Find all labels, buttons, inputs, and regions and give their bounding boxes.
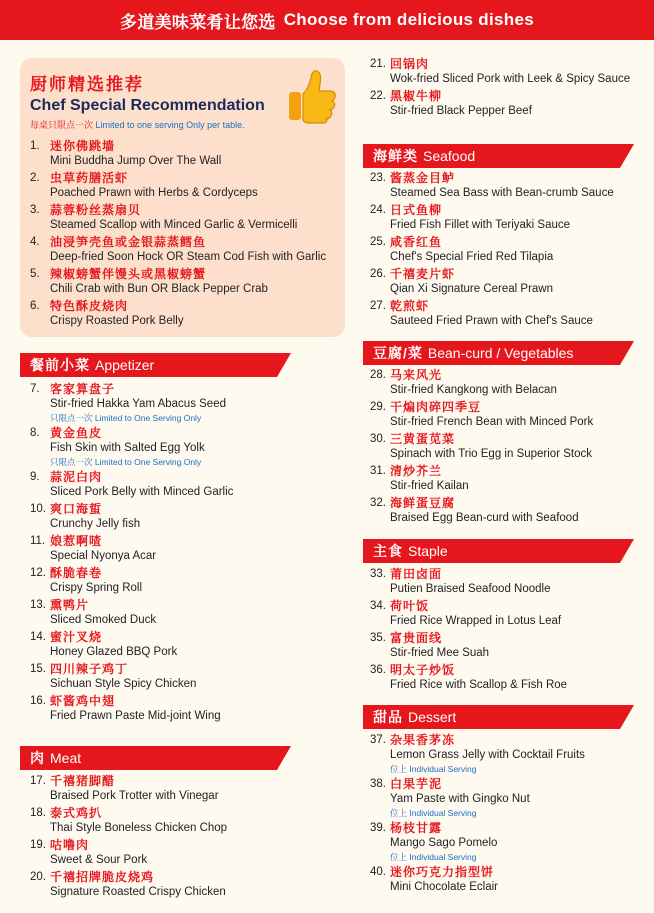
menu-item-number: 30. <box>370 433 386 445</box>
chef-special-box <box>20 58 345 337</box>
menu-item <box>370 57 650 87</box>
menu-item-body <box>390 865 498 895</box>
menu-item <box>370 599 652 629</box>
banner-title-en: Choose from delicious dishes <box>283 10 534 29</box>
menu-item-name-cn: 马来风光 <box>390 368 443 382</box>
menu-item-body <box>390 171 614 201</box>
menu-item-name-cn: 杨枝甘露 <box>390 821 443 835</box>
menu-item-name-en: Steamed Scallop with Minced Garlic & Vermicelli <box>50 219 298 231</box>
menu-item <box>30 171 335 201</box>
menu-item <box>30 838 350 868</box>
menu-item-name-en: Honey Glazed BBQ Pork <box>50 646 178 658</box>
menu-item-name-cn: 千禧麦片虾 <box>390 267 456 281</box>
menu-item-body <box>390 567 550 597</box>
meat-continued-list <box>370 57 650 121</box>
section-beancurd-en: Bean-curd / Vegetables <box>427 345 574 361</box>
menu-item-name-cn: 莆田卤面 <box>390 567 443 581</box>
menu-item-name-en: Chef's Special Fried Red Tilapia <box>390 251 554 263</box>
menu-item-name-cn: 辣椒螃蟹伴馒头或黑椒螃蟹 <box>50 267 207 281</box>
section-meat-en: Meat <box>50 750 82 766</box>
menu-item-name-en: Fried Rice with Scallop & Fish Roe <box>390 679 568 691</box>
menu-item-name-en: Crispy Roasted Pork Belly <box>50 315 184 327</box>
menu-item <box>30 502 350 532</box>
menu-item-name-en: Spinach with Trio Egg in Superior Stock <box>390 448 592 460</box>
menu-item-body <box>390 599 561 629</box>
menu-item-name-cn: 白果芋泥 <box>390 777 443 791</box>
menu-item-body <box>50 774 219 804</box>
menu-item-body <box>50 870 226 900</box>
menu-item <box>30 139 335 169</box>
menu-item-name-en: Sichuan Style Spicy Chicken <box>50 678 197 690</box>
menu-item <box>370 496 652 526</box>
menu-item-body <box>50 267 268 297</box>
menu-item-number: 36. <box>370 664 386 676</box>
menu-item-name-cn: 杂果香茅冻 <box>390 733 456 747</box>
menu-item-number: 2. <box>30 172 40 184</box>
menu-item-number: 3. <box>30 204 40 216</box>
dessert-list <box>370 733 652 897</box>
thumbs-up-icon <box>285 64 337 124</box>
menu-item-number: 14. <box>30 631 46 643</box>
menu-item-number: 4. <box>30 236 40 248</box>
menu-item-body <box>390 464 469 494</box>
menu-item-number: 24. <box>370 204 386 216</box>
menu-item-number: 27. <box>370 300 386 312</box>
menu-item-body <box>390 400 593 430</box>
menu-item <box>370 464 652 494</box>
menu-item-body <box>50 382 226 424</box>
menu-item-name-cn: 爽口海蜇 <box>50 502 103 516</box>
menu-item-name-en: Thai Style Boneless Chicken Chop <box>50 822 228 834</box>
menu-item-body <box>50 838 147 868</box>
menu-item-name-en: Fried Fish Fillet with Teriyaki Sauce <box>390 219 571 231</box>
menu-item-note <box>50 412 226 424</box>
menu-item-name-cn: 海鲜蛋豆腐 <box>390 496 456 510</box>
menu-item-number: 23. <box>370 172 386 184</box>
chef-title-en: Chef Special Recommendation <box>30 97 265 114</box>
menu-item-body <box>390 821 497 863</box>
menu-item-body <box>390 733 585 775</box>
menu-item-number: 25. <box>370 236 386 248</box>
section-staple-cn: 主食 <box>373 543 403 559</box>
menu-item-number: 32. <box>370 497 386 509</box>
menu-item-body <box>390 663 567 693</box>
menu-item-body <box>50 566 142 596</box>
menu-item <box>30 566 350 596</box>
menu-item-body <box>50 426 205 468</box>
section-appetizer-cn: 餐前小菜 <box>30 357 90 373</box>
menu-item <box>370 432 652 462</box>
menu-item-number: 5. <box>30 268 40 280</box>
section-meat-cn: 肉 <box>30 750 45 766</box>
menu-item-note-cn: 位上 <box>390 764 408 774</box>
menu-item-number: 22. <box>370 90 386 102</box>
menu-item-name-cn: 迷你佛跳墙 <box>50 139 116 153</box>
menu-item-number: 39. <box>370 822 386 834</box>
menu-item-name-en: Deep-fried Soon Hock OR Steam Cod Fish with Garlic <box>50 251 327 263</box>
section-dessert-header <box>363 705 620 729</box>
menu-item-number: 31. <box>370 465 386 477</box>
menu-item-name-cn: 蒜泥白肉 <box>50 470 103 484</box>
menu-item <box>30 267 335 297</box>
menu-item-number: 19. <box>30 839 46 851</box>
menu-item-body <box>390 57 630 87</box>
menu-item-note-cn: 只限点一次 <box>50 413 93 423</box>
menu-item <box>30 870 350 900</box>
menu-item <box>30 630 350 660</box>
seafood-list <box>370 171 652 331</box>
menu-item-note-en: Individual Serving <box>409 808 477 818</box>
menu-item-body <box>50 534 156 564</box>
menu-item-name-en: Mango Sago Pomelo <box>390 837 498 849</box>
chef-title-cn: 厨师精选推荐 <box>30 75 144 94</box>
menu-item-number: 6. <box>30 300 40 312</box>
menu-item-name-en: Stir-fried Kailan <box>390 480 469 492</box>
menu-item-number: 37. <box>370 734 386 746</box>
menu-item-name-cn: 特色酥皮烧肉 <box>50 299 129 313</box>
menu-item <box>370 171 652 201</box>
menu-item-number: 15. <box>30 663 46 675</box>
menu-item-name-cn: 客家算盘子 <box>50 382 116 396</box>
menu-item-name-cn: 酥脆春卷 <box>50 566 103 580</box>
menu-item-body <box>50 139 221 169</box>
menu-item-body <box>50 235 326 265</box>
menu-item-name-en: Steamed Sea Bass with Bean-crumb Sauce <box>390 187 614 199</box>
menu-item-name-en: Stir-fried Black Pepper Beef <box>390 105 532 117</box>
section-staple-header <box>363 539 620 563</box>
menu-item-note <box>50 456 205 468</box>
menu-item-name-en: Stir-fried Hakka Yam Abacus Seed <box>50 398 226 410</box>
chef-list <box>30 139 335 329</box>
menu-item-note-cn: 位上 <box>390 808 408 818</box>
menu-item-number: 21. <box>370 58 386 70</box>
menu-item <box>370 299 652 329</box>
menu-item-name-en: Sauteed Fried Prawn with Chef's Sauce <box>390 315 593 327</box>
menu-item-note <box>390 807 530 819</box>
menu-item-number: 17. <box>30 775 46 787</box>
menu-item-number: 29. <box>370 401 386 413</box>
menu-item-number: 16. <box>30 695 46 707</box>
menu-item-number: 8. <box>30 427 40 439</box>
menu-item-name-en: Stir-fried Kangkong with Belacan <box>390 384 557 396</box>
menu-item-name-en: Lemon Grass Jelly with Cocktail Fruits <box>390 749 585 761</box>
menu-item-name-en: Crispy Spring Roll <box>50 582 143 594</box>
menu-item-body <box>50 299 184 329</box>
menu-item-body <box>390 267 553 297</box>
menu-item <box>30 235 335 265</box>
menu-item <box>30 299 335 329</box>
menu-item-name-cn: 迷你巧克力指型饼 <box>390 865 495 879</box>
menu-item-name-cn: 虾酱鸡中翅 <box>50 694 116 708</box>
menu-item-name-cn: 干煸肉碎四季豆 <box>390 400 482 414</box>
menu-item-name-cn: 油浸笋壳鱼或金银蒜蒸鳕鱼 <box>50 235 207 249</box>
section-appetizer-header <box>20 353 277 377</box>
menu-item-name-en: Braised Pork Trotter with Vinegar <box>50 790 219 802</box>
menu-item <box>370 400 652 430</box>
menu-item-name-en: Poached Prawn with Herbs & Cordyceps <box>50 187 258 199</box>
menu-item-body <box>50 470 233 500</box>
menu-item <box>30 203 335 233</box>
appetizer-list <box>30 382 350 726</box>
top-banner <box>0 0 654 40</box>
menu-item-name-cn: 荷叶饭 <box>390 599 430 613</box>
menu-item-body <box>390 235 553 265</box>
menu-item-name-cn: 虫草药膳活虾 <box>50 171 129 185</box>
menu-item-name-cn: 熏鸭片 <box>50 598 90 612</box>
menu-item-name-cn: 泰式鸡扒 <box>50 806 103 820</box>
menu-item-number: 35. <box>370 632 386 644</box>
menu-item-name-en: Sliced Smoked Duck <box>50 614 157 626</box>
menu-item <box>30 774 350 804</box>
section-beancurd-cn: 豆腐/菜 <box>373 345 423 361</box>
menu-item-name-cn: 明太子炒饭 <box>390 663 456 677</box>
section-dessert-en: Dessert <box>408 709 457 725</box>
section-seafood-cn: 海鲜类 <box>373 148 418 164</box>
menu-item-name-en: Yam Paste with Gingko Nut <box>390 793 530 805</box>
menu-item-name-cn: 酱蒸金目鲈 <box>390 171 456 185</box>
menu-item-note-cn: 只限点一次 <box>50 457 93 467</box>
menu-item-body <box>390 496 579 526</box>
menu-item-body <box>50 171 258 201</box>
menu-item-body <box>50 203 297 233</box>
menu-item-number: 40. <box>370 866 386 878</box>
menu-item <box>370 567 652 597</box>
menu-item <box>370 663 652 693</box>
menu-item-number: 34. <box>370 600 386 612</box>
menu-item-name-cn: 回锅肉 <box>390 57 430 71</box>
menu-item-note-en: Limited to One Serving Only <box>94 457 202 467</box>
menu-item-name-en: Signature Roasted Crispy Chicken <box>50 886 226 898</box>
staple-list <box>370 567 652 695</box>
menu-item-name-cn: 清炒芥兰 <box>390 464 443 478</box>
section-seafood-header <box>363 144 620 168</box>
menu-item <box>370 821 652 863</box>
menu-item-note <box>390 763 585 775</box>
menu-item <box>370 267 652 297</box>
menu-item <box>30 382 350 424</box>
menu-item-name-cn: 四川辣子鸡丁 <box>50 662 129 676</box>
menu-item-number: 13. <box>30 599 46 611</box>
menu-item-note <box>390 851 497 863</box>
menu-item-name-cn: 蒜蓉粉丝蒸扇贝 <box>50 203 142 217</box>
menu-item-name-cn: 乾煎虾 <box>390 299 430 313</box>
menu-item <box>370 631 652 661</box>
menu-item-body <box>50 630 177 660</box>
menu-item-name-en: Braised Egg Bean-curd with Seafood <box>390 512 579 524</box>
menu-item-body <box>50 598 156 628</box>
section-meat-header <box>20 746 277 770</box>
menu-item-number: 10. <box>30 503 46 515</box>
menu-item-name-en: Special Nyonya Acar <box>50 550 157 562</box>
menu-item-name-cn: 千禧招牌脆皮烧鸡 <box>50 870 155 884</box>
menu-item-number: 38. <box>370 778 386 790</box>
menu-item-body <box>50 694 221 724</box>
menu-item-name-en: Putien Braised Seafood Noodle <box>390 583 551 595</box>
menu-item-body <box>390 432 592 462</box>
menu-item <box>370 777 652 819</box>
chef-note-en: Limited to one serving Only per table. <box>95 120 245 130</box>
menu-item-number: 9. <box>30 471 40 483</box>
banner-title-cn: 多道美味菜肴让您选 <box>120 12 276 32</box>
menu-item <box>370 89 650 119</box>
menu-item-number: 12. <box>30 567 46 579</box>
menu-item <box>370 368 652 398</box>
section-staple-en: Staple <box>408 543 448 559</box>
menu-item-number: 20. <box>30 871 46 883</box>
menu-item-name-cn: 黄金鱼皮 <box>50 426 103 440</box>
menu-item-note-cn: 位上 <box>390 852 408 862</box>
beancurd-list <box>370 368 652 528</box>
menu-item-number: 26. <box>370 268 386 280</box>
menu-item-name-cn: 日式鱼柳 <box>390 203 443 217</box>
menu-item-name-cn: 咕噜肉 <box>50 838 90 852</box>
menu-item-name-en: Fried Rice Wrapped in Lotus Leaf <box>390 615 562 627</box>
menu-item-name-en: Chili Crab with Bun OR Black Pepper Crab <box>50 283 268 295</box>
menu-item-note-en: Limited to One Serving Only <box>94 413 202 423</box>
menu-item-name-cn: 咸香红鱼 <box>390 235 443 249</box>
menu-item <box>30 598 350 628</box>
menu-item-name-en: Crunchy Jelly fish <box>50 518 141 530</box>
menu-item-name-en: Fried Prawn Paste Mid-joint Wing <box>50 710 221 722</box>
meat-list <box>30 774 350 902</box>
menu-item-number: 11. <box>30 535 46 547</box>
menu-item-name-en: Stir-fried French Bean with Minced Pork <box>390 416 594 428</box>
menu-item-number: 7. <box>30 383 40 395</box>
menu-item-name-en: Mini Buddha Jump Over The Wall <box>50 155 222 167</box>
menu-item-number: 1. <box>30 140 40 152</box>
menu-item-name-en: Qian Xi Signature Cereal Prawn <box>390 283 553 295</box>
menu-item <box>30 534 350 564</box>
menu-item-number: 28. <box>370 369 386 381</box>
menu-item <box>30 806 350 836</box>
section-seafood-en: Seafood <box>423 148 476 164</box>
menu-item-name-cn: 黑椒牛柳 <box>390 89 443 103</box>
menu-item-number: 33. <box>370 568 386 580</box>
menu-item-name-en: Sweet & Sour Pork <box>50 854 148 866</box>
chef-note-cn: 每桌只限点一次 <box>30 120 94 130</box>
section-beancurd-header <box>363 341 620 365</box>
menu-item <box>370 235 652 265</box>
menu-item-name-en: Stir-fried Mee Suah <box>390 647 490 659</box>
section-dessert-cn: 甜品 <box>373 709 403 725</box>
menu-item-body <box>50 806 227 836</box>
menu-item <box>30 470 350 500</box>
menu-item <box>30 662 350 692</box>
menu-item-name-cn: 蜜汁叉烧 <box>50 630 103 644</box>
menu-item-name-en: Sliced Pork Belly with Minced Garlic <box>50 486 234 498</box>
menu-item-name-cn: 三黄蛋苋菜 <box>390 432 456 446</box>
menu-item <box>370 733 652 775</box>
menu-item <box>370 865 652 895</box>
menu-item-name-cn: 富贵面线 <box>390 631 443 645</box>
menu-item-name-cn: 娘惹啊喳 <box>50 534 103 548</box>
menu-item-name-en: Wok-fried Sliced Pork with Leek & Spicy Sauce <box>390 73 631 85</box>
menu-item-body <box>390 89 532 119</box>
menu-item-name-en: Mini Chocolate Eclair <box>390 881 499 893</box>
menu-item <box>30 694 350 724</box>
menu-item-body <box>390 299 593 329</box>
menu-item <box>30 426 350 468</box>
menu-item-note-en: Individual Serving <box>409 852 477 862</box>
menu-item-name-cn: 千禧猪脚醋 <box>50 774 116 788</box>
menu-item-body <box>390 777 530 819</box>
menu-item <box>370 203 652 233</box>
menu-item-body <box>50 662 196 692</box>
menu-item-name-en: Fish Skin with Salted Egg Yolk <box>50 442 205 454</box>
menu-item-body <box>390 203 570 233</box>
menu-item-body <box>390 368 557 398</box>
menu-item-body <box>390 631 489 661</box>
menu-item-number: 18. <box>30 807 46 819</box>
menu-item-body <box>50 502 140 532</box>
menu-item-note-en: Individual Serving <box>409 764 477 774</box>
section-appetizer-en: Appetizer <box>95 357 155 373</box>
